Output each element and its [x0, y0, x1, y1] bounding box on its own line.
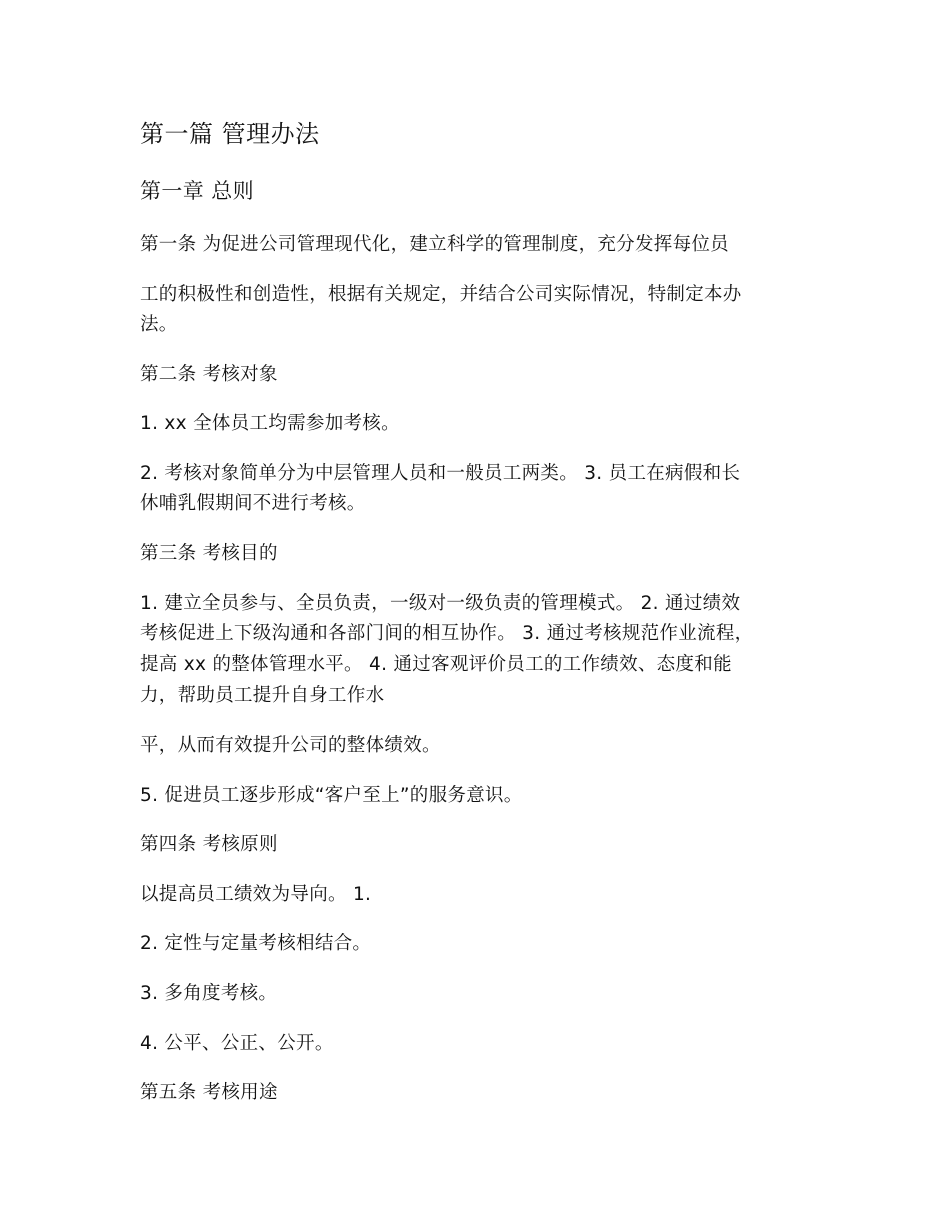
paragraph-line: 1. xx 全体员工均需参加考核。	[140, 413, 400, 434]
article-heading: 第三条 考核目的	[140, 543, 278, 564]
paragraph-line: 以提高员工绩效为导向。 1.	[140, 884, 372, 905]
paragraph-line: 法。	[140, 314, 178, 335]
paragraph-line: 2. 考核对象简单分为中层管理人员和一般员工两类。 3. 员工在病假和长	[140, 463, 741, 484]
article-heading: 第四条 考核原则	[140, 834, 278, 855]
article-heading: 第五条 考核用途	[140, 1082, 278, 1103]
paragraph-line: 5. 促进员工逐步形成“客户至上”的服务意识。	[140, 785, 523, 806]
paragraph-line: 1. 建立全员参与、全员负责，一级对一级负责的管理模式。 2. 通过绩效	[140, 593, 741, 614]
paragraph-line: 2. 定性与定量考核相结合。	[140, 933, 372, 954]
paragraph-line: 工的积极性和创造性，根据有关规定，并结合公司实际情况，特制定本办	[140, 284, 742, 305]
paragraph-line: 4. 公平、公正、公开。	[140, 1033, 334, 1054]
paragraph-line: 提高 xx 的整体管理水平。 4. 通过客观评价员工的工作绩效、态度和能	[140, 654, 732, 675]
paragraph-line: 3. 多角度考核。	[140, 983, 278, 1004]
paragraph-line: 平，从而有效提升公司的整体绩效。	[140, 735, 441, 756]
part-title: 第一篇 管理办法	[140, 120, 320, 148]
chapter-title: 第一章 总则	[140, 179, 255, 203]
paragraph-line: 第一条 为促进公司管理现代化，建立科学的管理制度，充分发挥每位员	[140, 234, 729, 255]
paragraph-line: 力，帮助员工提升自身工作水	[140, 685, 385, 706]
article-heading: 第二条 考核对象	[140, 364, 278, 385]
paragraph-line: 考核促进上下级沟通和各部门间的相互协作。 3. 通过考核规范作业流程，	[140, 623, 754, 644]
paragraph-line: 休哺乳假期间不进行考核。	[140, 493, 366, 514]
